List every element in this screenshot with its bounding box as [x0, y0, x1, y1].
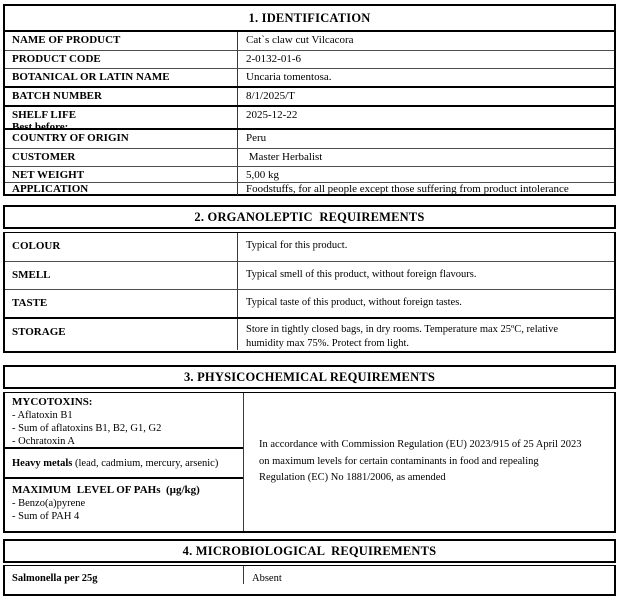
microbiological-header: [3, 539, 616, 563]
row-value: Typical for this product.: [246, 240, 348, 251]
row-value: 2025-12-22: [246, 109, 298, 121]
row-label: COUNTRY OF ORIGIN: [5, 130, 238, 148]
row-sublabel: Best before:: [12, 121, 69, 133]
row-label: BATCH NUMBER: [5, 88, 238, 105]
organoleptic-table: [3, 232, 616, 353]
organoleptic-header: [3, 205, 616, 229]
physicochemical-parameters-column: [5, 393, 244, 531]
row-label: NET WEIGHT: [5, 167, 238, 182]
pahs-cell: [5, 477, 243, 530]
list-item: - Ochratoxin A: [12, 436, 75, 447]
row-value: Master Herbalist: [246, 151, 323, 163]
table-row: [5, 68, 614, 86]
heavy-metals-cell: [5, 447, 243, 477]
heavy-metals-heading: Heavy metals: [12, 458, 73, 469]
list-item: - Benzo(a)pyrene: [12, 498, 86, 509]
row-value: Absent: [252, 573, 282, 584]
identification-table: [3, 4, 616, 196]
row-value: 2-0132-01-6: [246, 53, 301, 65]
row-value: Peru: [246, 132, 267, 144]
table-row: [5, 105, 614, 133]
physicochemical-table: [3, 392, 616, 533]
spec-document-page: [0, 4, 619, 603]
microbiological-table: [3, 565, 616, 596]
section-title: 2. ORGANOLEPTIC REQUIREMENTS: [194, 209, 425, 224]
list-item: - Sum of aflatoxins B1, B2, G1, G2: [12, 423, 162, 434]
row-label: BOTANICAL OR LATIN NAME: [5, 69, 238, 86]
regulation-reference-cell: [244, 393, 614, 531]
row-label: PRODUCT CODE: [5, 51, 238, 68]
table-row: [5, 32, 614, 50]
section-title: 1. IDENTIFICATION: [248, 10, 371, 25]
table-row: [5, 566, 614, 584]
identification-header: [5, 6, 614, 32]
row-label: SMELL: [5, 262, 238, 289]
mycotoxins-cell: [5, 393, 243, 447]
pahs-heading: MAXIMUM LEVEL OF PAHs (µg/kg): [12, 484, 200, 496]
table-row: [5, 50, 614, 68]
row-value: Store in tightly closed bags, in dry rooms. Temperature max 25ºC, relative humidity max 75%. Protect from light.: [246, 324, 561, 349]
row-label: APPLICATION: [5, 183, 238, 195]
row-label: COLOUR: [5, 233, 238, 261]
row-label: CUSTOMER: [5, 149, 238, 166]
table-row: [5, 86, 614, 105]
table-row: [5, 317, 614, 350]
regulation-text: In accordance with Commission Regulation (EU) 2023/915 of 25 April 2023 on maximum levels for certain contaminants in food and repealing Regulation (EC) No 1881/2006, as amended: [259, 439, 585, 484]
row-label: STORAGE: [5, 319, 238, 350]
list-item: - Aflatoxin B1: [12, 410, 73, 421]
row-label: SHELF LIFE Best before:: [5, 107, 238, 128]
row-value: Foodstuffs, for all people except those suffering from product intolerance: [246, 183, 569, 195]
table-row: [5, 261, 614, 289]
table-row: [5, 128, 614, 148]
row-value: 8/1/2025/T: [246, 90, 295, 102]
row-label: TASTE: [5, 290, 238, 317]
table-row: [5, 182, 614, 195]
table-row: [5, 233, 614, 261]
physicochemical-header: [3, 365, 616, 389]
list-item: - Sum of PAH 4: [12, 511, 80, 522]
row-value: Cat`s claw cut Vilcacora: [246, 34, 354, 46]
row-label: Salmonella per 25g: [5, 566, 244, 584]
section-title: 3. PHYSICOCHEMICAL REQUIREMENTS: [183, 369, 436, 384]
row-label: NAME OF PRODUCT: [5, 32, 238, 50]
section-title: 4. MICROBIOLOGICAL REQUIREMENTS: [182, 543, 437, 558]
mycotoxins-heading: MYCOTOXINS:: [12, 396, 93, 408]
row-value: Typical taste of this product, without foreign tastes.: [246, 297, 462, 308]
row-value: 5,00 kg: [246, 169, 279, 181]
table-row: [5, 289, 614, 317]
heavy-metals-detail: (lead, cadmium, mercury, arsenic): [72, 458, 219, 469]
table-row: [5, 148, 614, 166]
row-value: Uncaria tomentosa.: [246, 71, 332, 83]
row-value: Typical smell of this product, without foreign flavours.: [246, 269, 477, 280]
table-row: [5, 166, 614, 182]
